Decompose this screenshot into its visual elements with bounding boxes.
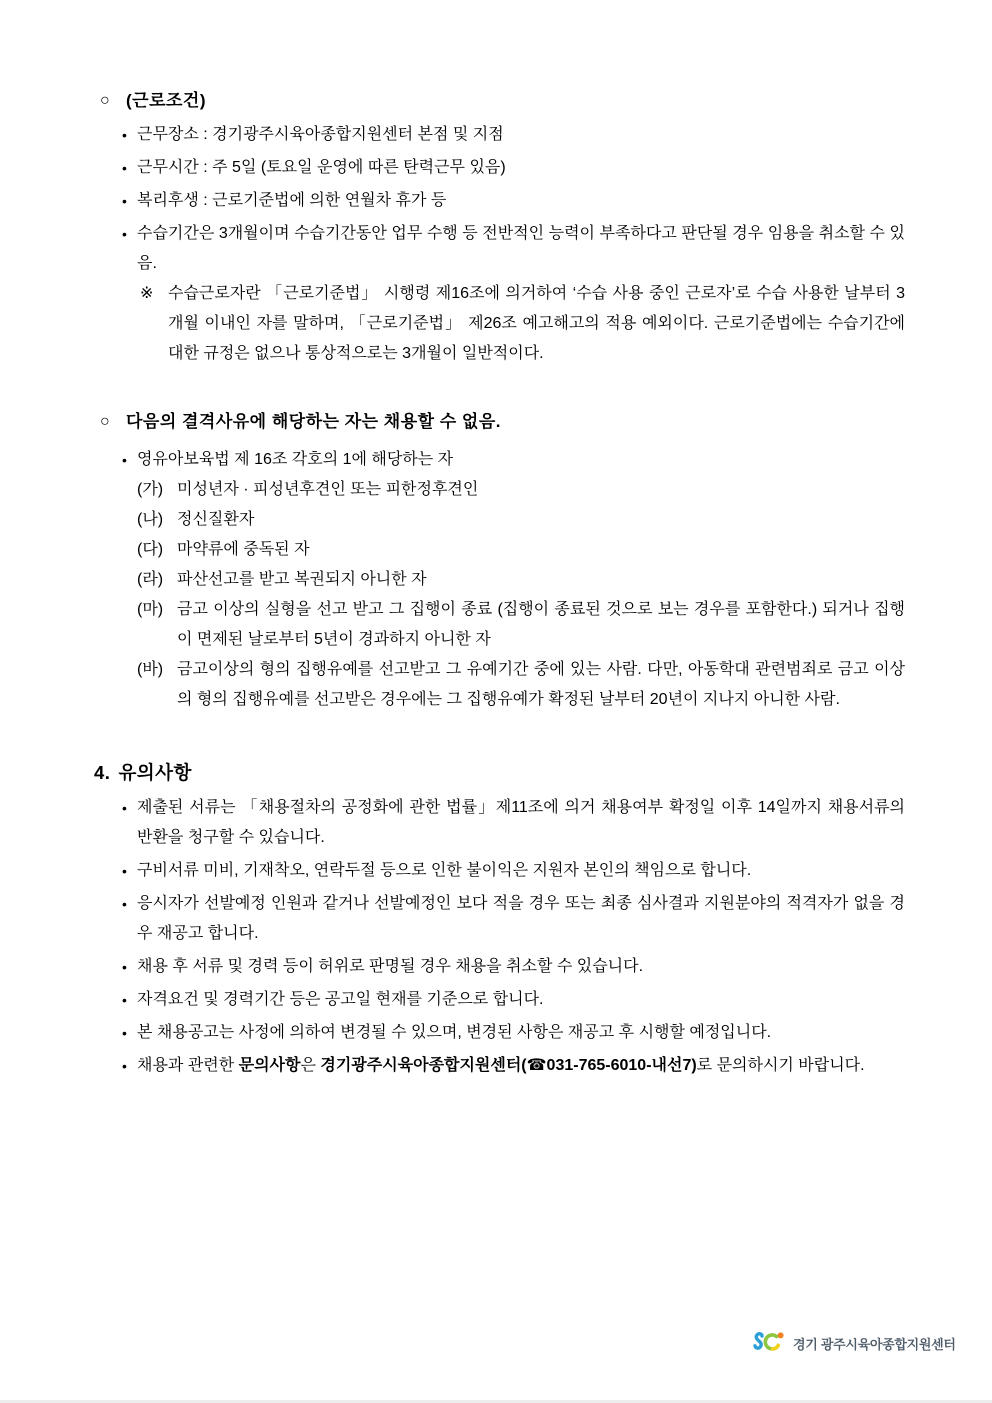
subitem-ma [137, 595, 905, 655]
subitem-ga [137, 475, 905, 505]
reference-mark: ※ [140, 285, 154, 302]
list-item: • 응시자가 선발예정 인원과 같거나 선발예정인 보다 적을 경우 또는 최종 심사결과 지원분야의 적격자가 없을 경우 재공고 합니다. [122, 889, 905, 949]
section-notes [94, 761, 905, 1081]
subitem-label: (다) [137, 541, 164, 558]
disqualification-list [100, 445, 905, 475]
subitem-da [137, 535, 905, 565]
contact-list-item [122, 1051, 905, 1081]
list-item: • 본 채용공고는 사정에 의하여 변경될 수 있으며, 변경된 사항은 재공고 후 시행할 예정입니다. [122, 1018, 905, 1048]
contact-prefix: 채용과 관련한 [137, 1057, 239, 1074]
list-item: • 채용 후 서류 및 경력 등이 허위로 판명될 경우 채용을 취소할 수 있습니다. [122, 952, 905, 982]
list-item: • 영유아보육법 제 16조 각호의 1에 해당하는 자 [122, 445, 905, 475]
circle-bullet-marker: ○ [100, 92, 111, 109]
section-work-conditions [100, 90, 905, 369]
footer-logo [752, 1330, 956, 1356]
subitem-text: 정신질환자 [177, 511, 255, 528]
section-work-conditions-title: (근로조건) [126, 91, 207, 110]
section-number: 4. [94, 762, 111, 783]
contact-bold-inquiry: 문의사항 [238, 1057, 301, 1074]
section-disqualification [100, 411, 905, 715]
subitem-label: (마) [137, 601, 164, 618]
section-disqualification-title: 다음의 결격사유에 해당하는 자는 채용할 수 없음. [126, 412, 502, 431]
probation-note [140, 279, 905, 369]
section-notes-heading [94, 761, 905, 785]
contact-suffix: 로 문의하시기 바랍니다. [696, 1057, 865, 1074]
subitem-label: (라) [137, 571, 164, 588]
subitem-text: 금고 이상의 실형을 선고 받고 그 집행이 종료 (집행이 종료된 것으로 보는 경우를 포함한다.) 되거나 집행이 면제된 날로부터 5년이 경과하지 아니한 자 [177, 601, 905, 648]
section-disqualification-heading [100, 411, 905, 433]
notes-list [100, 793, 905, 1081]
subitem-text: 파산선고를 받고 복권되지 아니한 자 [177, 571, 427, 588]
list-item: • 수습기간은 3개월이며 수습기간동안 업무 수행 등 전반적인 능력이 부족하다고 판단될 경우 임용을 취소할 수 있음. [122, 219, 905, 279]
work-conditions-list [100, 120, 905, 279]
subitem-ba [137, 655, 905, 715]
list-item: • 제출된 서류는 「채용절차의 공정화에 관한 법률」제11조에 의거 채용여부 확정일 이후 14일까지 채용서류의 반환을 청구할 수 있습니다. [122, 793, 905, 853]
circle-bullet-marker: ○ [100, 413, 111, 430]
probation-note-text: 수습근로자란 「근로기준법」 시행령 제16조에 의거하여 ‘수습 사용 중인 근로자’로 수습 사용한 날부터 3개월 이내인 자를 말하며, 「근로기준법」 제26조 예고해고의 적용 예외이다. 근로기준법에는 수습기간에 대한 규정은 없으나 통상적으로는 3개월이 일반적이다. [168, 285, 905, 362]
subitem-na [137, 505, 905, 535]
list-item: • 복리후생 : 근로기준법에 의한 연월차 휴가 등 [122, 186, 905, 216]
subitem-label: (가) [137, 481, 164, 498]
disqualification-subitems [137, 475, 905, 715]
subitem-ra [137, 565, 905, 595]
list-item: • 근무장소 : 경기광주시육아종합지원센터 본점 및 지점 [122, 120, 905, 150]
footer-logo-text: 경기 광주시육아종합지원센터 [793, 1336, 956, 1352]
section-work-conditions-heading [100, 90, 905, 112]
subitem-text: 마약류에 중독된 자 [177, 541, 310, 558]
list-item: • 자격요건 및 경력기간 등은 공고일 현재를 기준으로 합니다. [122, 985, 905, 1015]
contact-bold-center-phone: 경기광주시육아종합지원센터(☎031-765-6010-내선7) [320, 1057, 697, 1074]
center-logo-icon [752, 1330, 788, 1356]
list-item: • 근무시간 : 주 5일 (토요일 운영에 따른 탄력근무 있음) [122, 153, 905, 183]
list-item: • 구비서류 미비, 기재착오, 연락두절 등으로 인한 불이익은 지원자 본인의 책임으로 합니다. [122, 856, 905, 886]
contact-mid: 은 [300, 1057, 321, 1074]
subitem-text: 금고이상의 형의 집행유예를 선고받고 그 유예기간 중에 있는 사람. 다만, 아동학대 관련범죄로 금고 이상의 형의 집행유예를 선고받은 경우에는 그 집행유예가 확정된 날부터 20년이 지나지 아니한 사람. [177, 661, 905, 708]
subitem-text: 미성년자 · 피성년후견인 또는 피한정후견인 [177, 481, 479, 498]
subitem-label: (바) [137, 661, 164, 678]
section-notes-title: 유의사항 [118, 762, 192, 783]
subitem-label: (나) [137, 511, 164, 528]
